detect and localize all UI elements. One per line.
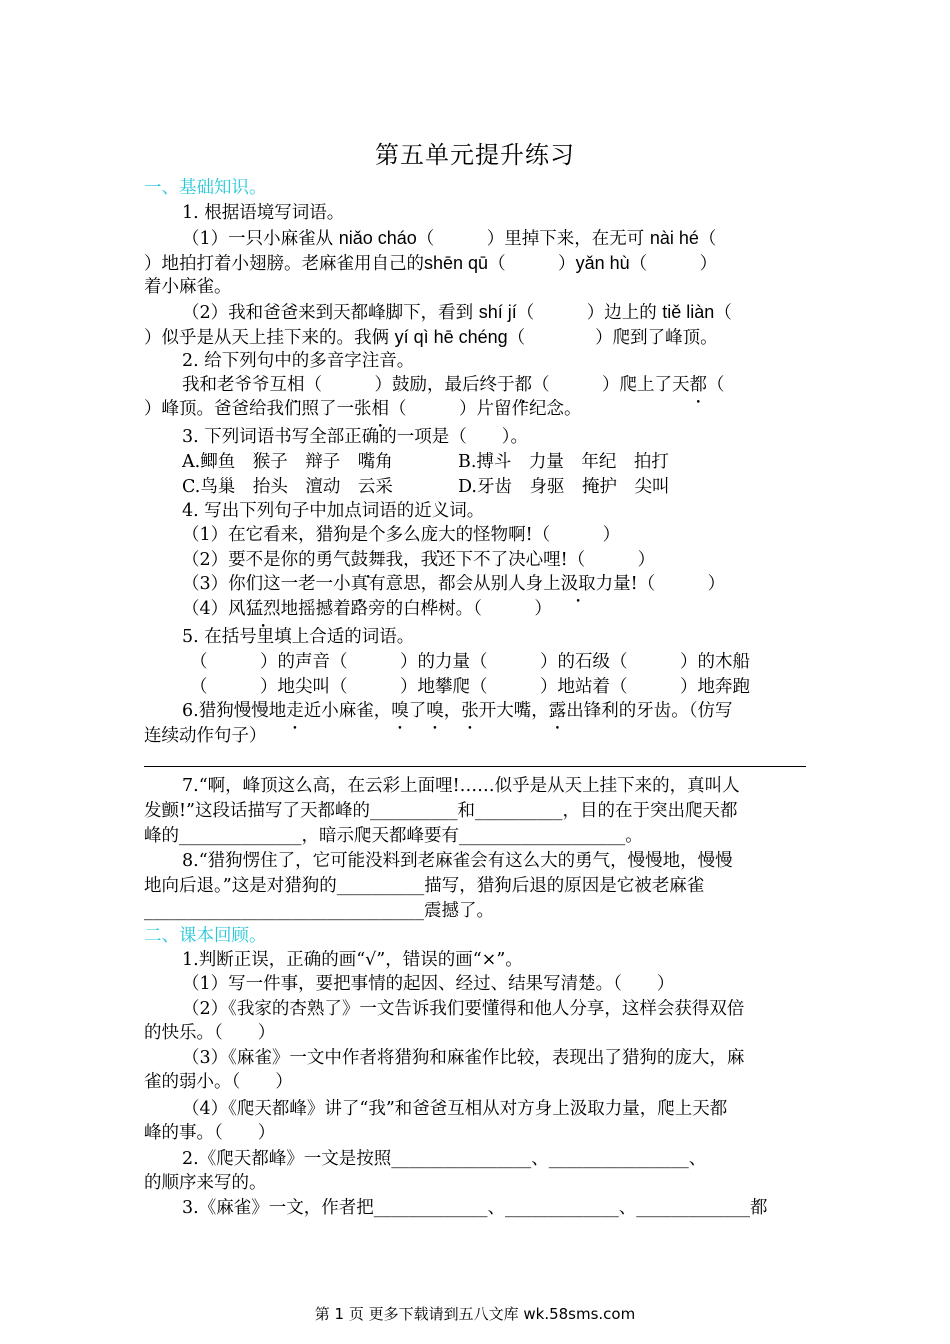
s2-q2-line-1: 2.《爬天都峰》一文是按照________________、________________、	[182, 1149, 707, 1169]
s2-q2-line-2: 的顺序来写的。	[144, 1173, 267, 1193]
s2-q1-item-3b: 雀的弱小。（ ）	[144, 1072, 293, 1092]
s2-q3-line-1: 3.《麻雀》一文，作者把_____________、_____________、_____________都	[182, 1198, 768, 1218]
q4-sentence-4: （4）风猛烈地摇撼着路旁的白桦树。（ ）	[182, 599, 552, 619]
q6-line-1: 6.猎狗慢慢地走近小麻雀，嗅了嗅，张开大嘴，露出锋利的牙齿。（仿写	[182, 701, 733, 721]
q4-sentence-1: （1）在它看来，猎狗是个多么庞大的怪物啊!（ ）	[182, 525, 621, 545]
q6-answer-line[interactable]	[144, 766, 806, 767]
s2-q1-item-3a: （3）《麻雀》一文中作者将猎狗和麻雀作比较，表现出了猎狗的庞大，麻	[182, 1048, 745, 1068]
q7-line-1: 7.“啊，峰顶这么高，在云彩上面哩!……似乎是从天上挂下来的，真叫人	[182, 776, 740, 796]
s2-q1-item-4b: 峰的事。（ ）	[144, 1123, 276, 1143]
q1-stem: 1. 根据语境写词语。	[182, 203, 345, 223]
page-title: 第五单元提升练习	[375, 141, 575, 169]
q2-stem: 2. 给下列句中的多音字注音。	[182, 351, 415, 371]
q1-line-3: 着小麻雀。	[144, 277, 232, 297]
q4-stem: 4. 写出下列句子中加点词语的近义词。	[182, 501, 485, 521]
q8-line-2: 地向后退。”这是对猎狗的__________描写，猎狗后退的原因是它被老麻雀	[144, 876, 705, 896]
s2-q1-stem: 1.判断正误，正确的画“√”，错误的画“×”。	[182, 950, 523, 970]
q4-sentence-2: （2）要不是你的勇气鼓舞我，我还下不了决心哩!（ ）	[182, 550, 656, 570]
q7-line-2: 发颤!”这段话描写了天都峰的__________和__________，目的在于突出爬天都	[144, 801, 738, 821]
q4-sentence-3: （3）你们这一老一小真有意思，都会从别人身上汲取力量!（ ）	[182, 574, 726, 594]
q2-line-2: ）峰顶。爸爸给我们照了一张相（ ）片留作纪念。	[144, 399, 582, 419]
q1-line-4: （2）我和爸爸来到天都峰脚下，看到 shí jí（ ）边上的 tiě liàn（	[182, 302, 732, 323]
q1-line-2: ）地拍打着小翅膀。老麻雀用自己的shēn qū（ ）yǎn hù（ ）	[144, 253, 718, 274]
q1-line-5: ）似乎是从天上挂下来的。我俩 yí qì hē chéng（ ）爬到了峰顶。	[144, 327, 718, 348]
s2-q1-item-1: （1）写一件事，要把事情的起因、经过、结果写清楚。（ ）	[182, 974, 675, 994]
q5-stem: 5. 在括号里填上合适的词语。	[182, 627, 415, 647]
q3-option-c: C.鸟巢 抬头 澶动 云采	[182, 477, 393, 497]
s2-q1-item-2b: 的快乐。（ ）	[144, 1023, 276, 1043]
q6-line-2: 连续动作句子）	[144, 726, 267, 746]
q1-line-1: （1）一只小麻雀从 niǎo cháo（ ）里掉下来，在无可 nài hé（	[182, 228, 717, 249]
q7-line-3: 峰的______________，暗示爬天都峰要有___________________。	[144, 826, 643, 846]
s2-q1-item-2a: （2）《我家的杏熟了》一文告诉我们要懂得和他人分享，这样会获得双倍	[182, 999, 745, 1019]
q3-option-b: B.搏斗 力量 年纪 拍打	[458, 452, 669, 472]
q3-option-a: A.鲫鱼 猴子 辩子 嘴角	[182, 452, 393, 472]
q5-row-2: （ ）地尖叫（ ）地攀爬（ ）地站着（ ）地奔跑	[190, 677, 750, 697]
q8-line-3: ________________________________震撼了。	[144, 901, 494, 921]
section-heading-basics: 一、基础知识。	[144, 178, 267, 198]
q2-line-1: 我和老爷爷互相（ ）鼓励，最后终于都（ ）爬上了天都（	[182, 375, 725, 395]
section-heading-review: 二、课本回顾。	[144, 926, 267, 946]
q8-line-1: 8.“猎狗愣住了，它可能没料到老麻雀会有这么大的勇气，慢慢地，慢慢	[182, 851, 733, 871]
q3-stem: 3. 下列词语书写全部正确的一项是（ ）。	[182, 427, 529, 447]
q3-option-d: D.牙齿 身驱 掩护 尖叫	[458, 477, 670, 497]
q5-row-1: （ ）的声音（ ）的力量（ ）的石级（ ）的木船	[190, 652, 750, 672]
page-footer: 第 1 页 更多下载请到五八文库 wk.58sms.com	[314, 1305, 636, 1323]
s2-q1-item-4a: （4）《爬天都峰》讲了“我”和爸爸互相从对方身上汲取力量，爬上天都	[182, 1099, 728, 1119]
